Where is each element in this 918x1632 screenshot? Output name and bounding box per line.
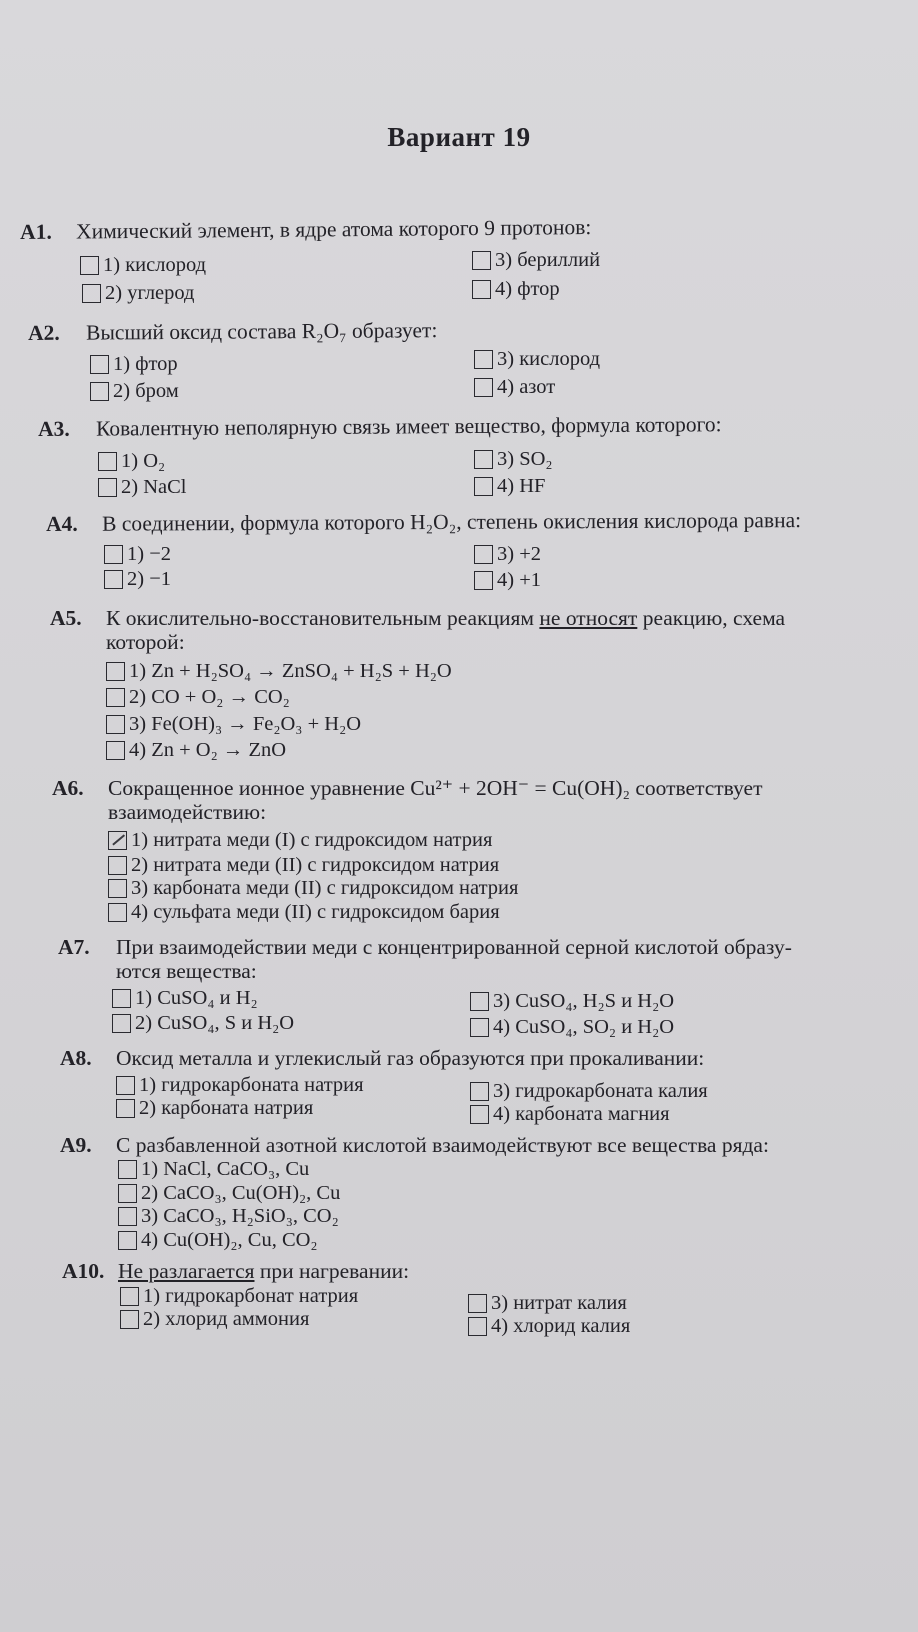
checkbox[interactable] — [468, 1294, 487, 1313]
option-a9-1[interactable] — [118, 1157, 309, 1182]
option-label: 2) −1 — [127, 568, 172, 590]
checkbox[interactable] — [106, 662, 125, 681]
option-a2-3[interactable] — [474, 347, 600, 372]
option-label: 1) фтор — [113, 353, 178, 375]
option-a4-2[interactable] — [104, 567, 171, 592]
checkbox[interactable] — [90, 382, 109, 401]
option-a9-3[interactable] — [118, 1204, 339, 1229]
option-label: 4) хлорид калия — [491, 1315, 631, 1337]
option-label: 1) NaCl, CaCO₃, Cu — [141, 1158, 310, 1180]
option-label: 3) CaCO₃, H₂SiO₃, CO₂ — [141, 1205, 339, 1227]
option-label: 3) карбоната меди (II) с гидроксидом натрия — [131, 877, 519, 899]
checkbox[interactable] — [472, 251, 491, 270]
question-number: А9. — [60, 1133, 92, 1157]
checkbox[interactable] — [470, 1105, 489, 1124]
option-label: 4) сульфата меди (II) с гидроксидом бария — [131, 901, 500, 923]
option-a8-3[interactable] — [470, 1079, 708, 1104]
option-a6-3[interactable] — [108, 876, 518, 901]
checkbox[interactable] — [108, 879, 127, 898]
option-a4-1[interactable] — [104, 542, 171, 567]
option-a5-1[interactable] — [106, 659, 452, 684]
option-label: 2) CO + O₂ → CO₂ — [129, 686, 290, 708]
option-a3-3[interactable] — [474, 447, 553, 472]
page-title: Вариант 19 — [387, 122, 531, 152]
question-number: А6. — [52, 776, 84, 800]
option-a10-4[interactable] — [468, 1314, 630, 1339]
option-a1-3[interactable] — [472, 248, 600, 273]
option-label: 3) гидрокарбоната калия — [493, 1080, 708, 1102]
option-a5-3[interactable] — [106, 712, 361, 737]
checkbox[interactable] — [104, 545, 123, 564]
question-text-cont: ются вещества: — [116, 959, 257, 983]
question-text: При взаимодействии меди с концентрированной серной кислотой образу- — [116, 935, 792, 959]
question-number: А8. — [60, 1046, 92, 1070]
option-label: 2) NaCl — [121, 476, 187, 498]
checkbox[interactable] — [470, 1018, 489, 1037]
question-text: Оксид металла и углекислый газ образуются при прокаливании: — [116, 1046, 705, 1070]
option-a7-2[interactable] — [112, 1011, 294, 1036]
option-label: 1) кислород — [103, 254, 207, 276]
option-label: 3) CuSO₄, H₂S и H₂O — [493, 990, 675, 1012]
checkbox[interactable] — [116, 1099, 135, 1118]
option-label: 4) карбоната магния — [493, 1103, 670, 1125]
option-label: 2) углерод — [105, 282, 195, 304]
checkbox[interactable] — [468, 1317, 487, 1336]
checkbox[interactable] — [120, 1287, 139, 1306]
question-text: Высший оксид состава R₂O₇ образует: — [86, 318, 438, 345]
checkbox[interactable] — [80, 256, 99, 275]
option-label: 4) Zn + O₂ → ZnO — [129, 739, 287, 761]
question-text: Химический элемент, в ядре атома которого 9 протонов: — [76, 215, 592, 244]
checkbox[interactable] — [106, 688, 125, 707]
option-a9-4[interactable] — [118, 1228, 318, 1253]
option-label: 3) кислород — [497, 348, 601, 370]
checkbox[interactable] — [472, 280, 491, 299]
option-label: 3) Fe(OH)₃ → Fe₂O₃ + H₂O — [129, 713, 362, 735]
option-a3-1[interactable] — [98, 449, 165, 474]
option-label: 1) гидрокарбоната натрия — [139, 1074, 364, 1096]
option-label: 3) бериллий — [495, 249, 601, 271]
option-label: 1) гидрокарбонат натрия — [143, 1285, 359, 1307]
option-label: 1) нитрата меди (I) с гидроксидом натрия — [131, 829, 493, 851]
option-a5-2[interactable] — [106, 685, 290, 710]
checkbox[interactable] — [120, 1310, 139, 1329]
option-label: 1) O₂ — [121, 450, 166, 472]
option-label: 1) Zn + H₂SO₄ → ZnSO₄ + H₂S + H₂O — [129, 660, 452, 682]
question-number: А1. — [20, 219, 52, 244]
question-number: А5. — [50, 606, 82, 630]
question-number: А10. — [62, 1259, 105, 1283]
option-label: 2) карбоната натрия — [139, 1097, 314, 1119]
option-label: 4) CuSO₄, SO₂ и H₂O — [493, 1016, 675, 1038]
checkbox[interactable] — [470, 992, 489, 1011]
question-text: Сокращенное ионное уравнение Cu²⁺ + 2OH⁻ = Cu(OH)₂ соответствует — [108, 776, 763, 800]
question-text-cont: которой: — [106, 630, 185, 654]
question-number: А7. — [58, 935, 90, 959]
option-a4-3[interactable] — [474, 542, 541, 567]
option-a6-1[interactable] — [108, 828, 492, 853]
option-label: 2) бром — [113, 380, 179, 402]
question-number: А3. — [38, 416, 70, 441]
checkbox[interactable] — [470, 1082, 489, 1101]
checkbox[interactable] — [112, 1014, 131, 1033]
option-a10-3[interactable] — [468, 1291, 627, 1316]
question-text: В соединении, формула которого H₂O₂, степень окисления кислорода равна: — [102, 508, 802, 536]
checkbox[interactable] — [106, 715, 125, 734]
option-label: 2) хлорид аммония — [143, 1308, 310, 1330]
option-label: 2) CaCO₃, Cu(OH)₂, Cu — [141, 1182, 341, 1204]
checkbox[interactable] — [98, 478, 117, 497]
option-label: 1) −2 — [127, 543, 172, 565]
option-label: 4) HF — [497, 475, 546, 497]
option-a8-2[interactable] — [116, 1096, 313, 1121]
option-label: 2) CuSO₄, S и H₂O — [135, 1012, 295, 1034]
question-text: С разбавленной азотной кислотой взаимодействуют все вещества ряда: — [116, 1133, 769, 1157]
option-label: 4) фтор — [495, 278, 560, 300]
option-a1-2[interactable] — [82, 281, 195, 306]
option-a4-4[interactable] — [474, 568, 541, 593]
option-a7-1[interactable] — [112, 986, 258, 1011]
checkbox[interactable] — [106, 741, 125, 760]
option-label: 4) азот — [497, 376, 556, 398]
checkbox[interactable] — [118, 1160, 137, 1179]
option-a3-2[interactable] — [98, 475, 186, 500]
checkbox[interactable] — [474, 350, 493, 369]
option-a9-2[interactable] — [118, 1181, 340, 1206]
question-text-cont: взаимодействию: — [108, 800, 267, 824]
option-a7-4[interactable] — [470, 1015, 674, 1040]
question-text: Не разлагается при нагревании: — [118, 1259, 410, 1283]
option-label: 1) CuSO₄ и H₂ — [135, 987, 258, 1009]
option-a2-4[interactable] — [474, 375, 555, 400]
checkbox[interactable] — [108, 903, 127, 922]
checkbox[interactable] — [474, 477, 493, 496]
checkbox[interactable] — [108, 856, 127, 875]
checkbox[interactable] — [474, 378, 493, 397]
option-label: 3) нитрат калия — [491, 1292, 627, 1314]
option-a3-4[interactable] — [474, 474, 545, 499]
option-a2-2[interactable] — [90, 379, 179, 404]
checkbox[interactable] — [90, 355, 109, 374]
option-label: 4) Cu(OH)₂, Cu, CO₂ — [141, 1229, 318, 1251]
checkbox[interactable] — [98, 452, 117, 471]
question-number: А4. — [46, 511, 78, 536]
checkbox[interactable] — [82, 284, 101, 303]
checkbox[interactable] — [116, 1076, 135, 1095]
option-label: 3) SO₂ — [497, 448, 553, 470]
option-label: 2) нитрата меди (II) с гидроксидом натрия — [131, 854, 500, 876]
option-label: 3) +2 — [497, 543, 542, 565]
checkbox[interactable] — [118, 1207, 137, 1226]
option-a2-1[interactable] — [90, 352, 178, 377]
question-number: А2. — [28, 320, 60, 345]
option-a7-3[interactable] — [470, 989, 674, 1014]
option-a1-4[interactable] — [472, 277, 560, 302]
question-text: К окислительно-восстановительным реакциям не относят реакцию, схема — [106, 606, 786, 630]
option-a8-1[interactable] — [116, 1073, 364, 1098]
option-a10-2[interactable] — [120, 1307, 309, 1332]
checkbox[interactable] — [474, 571, 493, 590]
checkbox[interactable] — [474, 450, 493, 469]
checkbox[interactable] — [104, 570, 123, 589]
option-a1-1[interactable] — [80, 253, 206, 278]
checkbox[interactable] — [112, 989, 131, 1008]
option-a10-1[interactable] — [120, 1284, 358, 1309]
question-text: Ковалентную неполярную связь имеет вещество, формула которого: — [96, 412, 722, 441]
option-a5-4[interactable] — [106, 738, 286, 763]
checkbox[interactable] — [118, 1231, 137, 1250]
checkbox-marked[interactable] — [108, 831, 127, 850]
checkbox[interactable] — [118, 1184, 137, 1203]
checkbox[interactable] — [474, 545, 493, 564]
option-a6-2[interactable] — [108, 853, 499, 878]
option-label: 4) +1 — [497, 569, 542, 591]
option-a8-4[interactable] — [470, 1102, 670, 1127]
option-a6-4[interactable] — [108, 900, 500, 925]
